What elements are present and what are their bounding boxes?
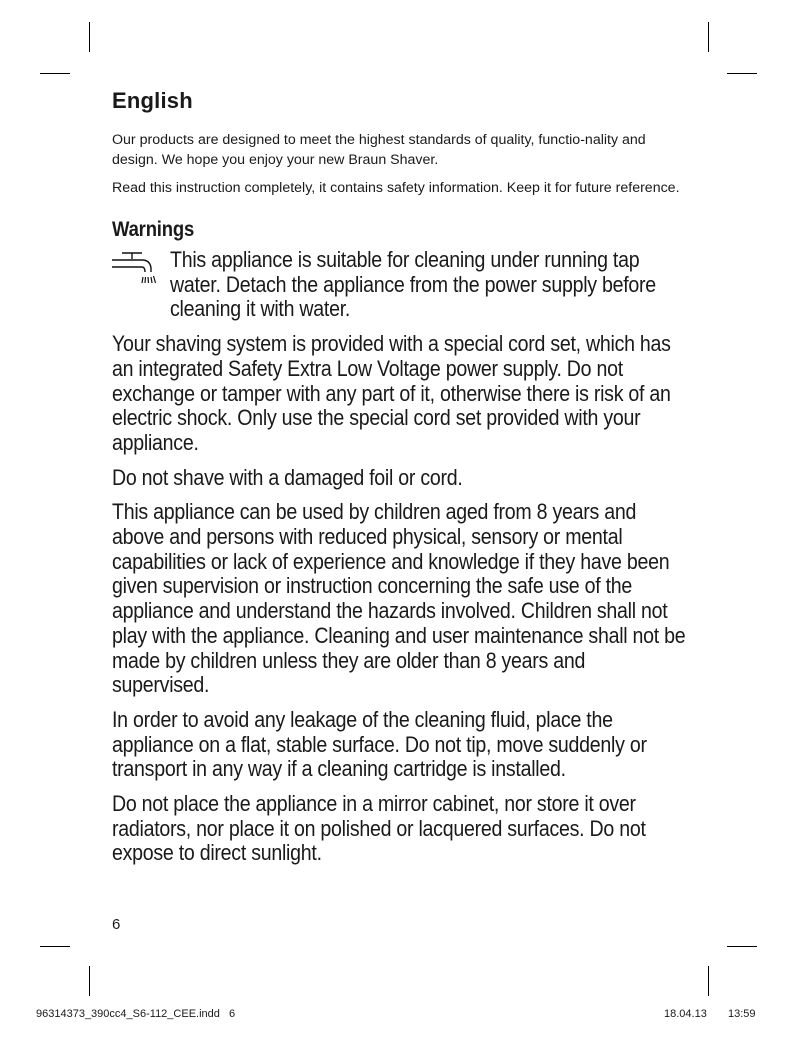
warnings-heading: Warnings [112,218,195,241]
footer-datetime: 18.04.13 13:59 [664,1008,756,1020]
tap-water-warning-text: This appliance is suitable for cleaning under running tap water. Detach the appliance from the power supply before cleaning it with water. [170,247,656,322]
warning-paragraph: Your shaving system is provided with a special cord set, which has an integrated Safety Extra Low Voltage power supply. Do not exchange or tamper with any part of it, otherwise there is risk of an electric shock. Only use the special cord set provided with your appliance. [112,331,671,455]
crop-mark-bottom-left-vertical [89,966,90,996]
manual-page [112,88,692,876]
warning-paragraph: This appliance can be used by children aged from 8 years and above and persons with reduced physical, sensory or mental capabilities or lack of experience and knowledge if they have been given supervision or instruction concerning the safe use of the appliance and understand the hazards involved. Children shall not play with the appliance. Cleaning and user maintenance shall not be made by children unless they are older than 8 years and supervised. [112,499,686,698]
crop-mark-bottom-right-vertical [708,966,709,996]
tap-water-icon [112,250,160,290]
crop-mark-bottom-right-horizontal [727,946,757,947]
tap-water-warning [112,248,692,322]
warning-paragraph: In order to avoid any leakage of the cleaning fluid, place the appliance on a flat, stable surface. Do not tip, move suddenly or transport in any way if a cleaning cartridge is installed. [112,706,647,782]
crop-mark-top-left-horizontal [40,73,70,74]
crop-mark-top-right-vertical [708,22,709,52]
footer-file-info: 96314373_390cc4_S6-112_CEE.indd 6 [36,1008,236,1020]
crop-mark-top-right-horizontal [727,73,757,74]
warning-paragraph: Do not shave with a damaged foil or cord. [112,464,463,490]
intro-paragraph-1: Our products are designed to meet the highest standards of quality, functio-nality and design. We hope you enjoy your new Braun Shaver. [112,132,646,168]
page-heading: English [112,88,193,113]
page-number: 6 [112,916,121,933]
warning-paragraph: Do not place the appliance in a mirror cabinet, nor store it over radiators, nor place it on polished or lacquered surfaces. Do not expose to direct sunlight. [112,791,646,866]
crop-mark-top-left-vertical [89,22,90,52]
crop-mark-bottom-left-horizontal [40,946,70,947]
intro-paragraph-2: Read this instruction completely, it contains safety information. Keep it for future reference. [112,180,680,196]
